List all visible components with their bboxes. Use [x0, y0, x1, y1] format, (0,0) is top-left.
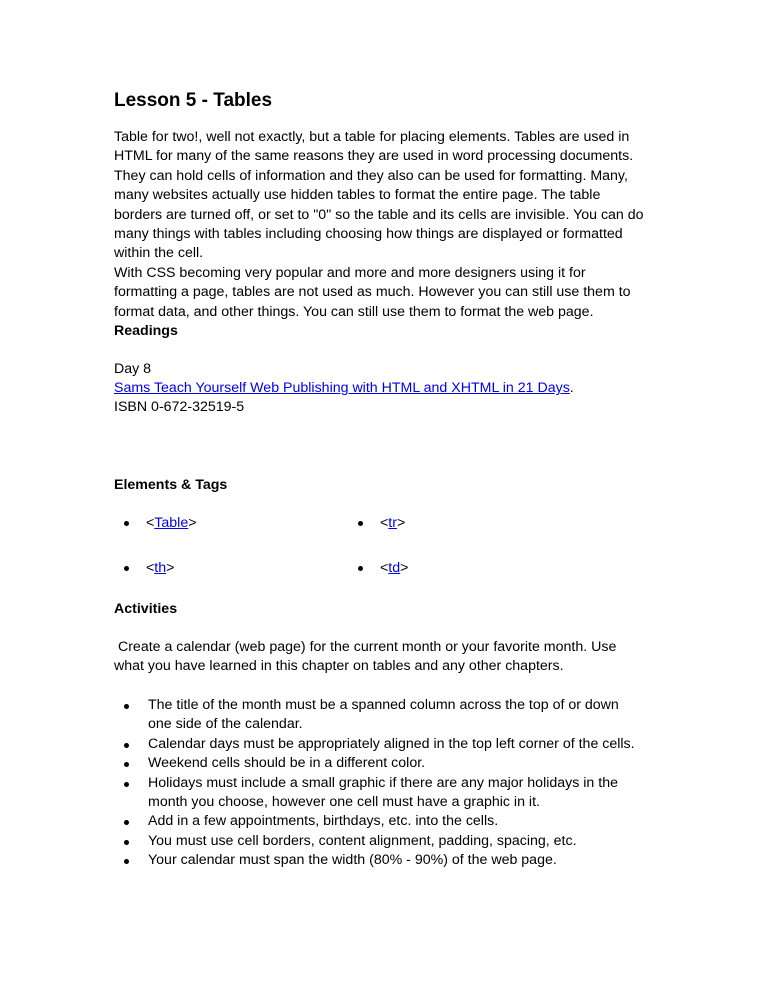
tag-item-th	[124, 559, 358, 578]
list-item	[124, 832, 644, 851]
tag-close-bracket: >	[400, 560, 409, 577]
page-title: Lesson 5 - Tables	[114, 90, 273, 111]
tag-item-tr	[358, 514, 558, 533]
intro-paragraph: Table for two!, well not exactly, but a table for placing elements. Tables are used in HTML for many of the same reasons they are used in word processing documents. They can hold cells of information and they also can be used for formatting. Many, many websites actually use hidden tables to format the entire page. The table borders are turned off, or set to "0" so the table and its cells are invisible. You can do many things with tables including choosing how things are displayed or formatted within the cell.	[114, 129, 644, 262]
tag-close-bracket: >	[166, 560, 175, 577]
bullet-icon	[124, 704, 129, 709]
tag-item-table	[124, 514, 358, 533]
requirement-text: Calendar days must be appropriately aligned in the top left corner of the cells.	[148, 735, 635, 752]
requirement-text: Weekend cells should be in a different color.	[148, 755, 426, 772]
tag-close-bracket: >	[396, 515, 406, 532]
requirements-list	[114, 696, 644, 871]
document-page	[114, 88, 644, 871]
list-item	[124, 754, 644, 773]
tag-link-tr[interactable]: tr	[388, 515, 397, 532]
css-paragraph: With CSS becoming very popular and more and more designers using it for formatting a page, tables are not used as much. However you can still use them to format data, and other things. You can still use them to format the web page.	[114, 264, 631, 320]
readings-heading: Readings	[114, 323, 178, 340]
list-item	[124, 774, 644, 813]
tag-open-bracket: <	[380, 560, 389, 577]
bullet-icon	[124, 743, 129, 748]
bullet-icon	[358, 521, 363, 526]
tag-link-td[interactable]: td	[388, 560, 401, 577]
book-link-suffix: .	[569, 380, 574, 397]
bullet-icon	[124, 762, 129, 767]
bullet-icon	[124, 859, 129, 864]
tag-link-table[interactable]: Table	[154, 515, 189, 532]
activities-heading: Activities	[114, 601, 178, 618]
requirement-text: The title of the month must be a spanned column across the top of or down one side of the calendar.	[148, 696, 619, 733]
list-item	[124, 735, 644, 754]
book-link[interactable]: Sams Teach Yourself Web Publishing with HTML and XHTML in 21 Days	[114, 380, 570, 397]
list-item	[124, 696, 644, 735]
readings-block	[114, 360, 644, 417]
elements-heading: Elements & Tags	[114, 477, 228, 494]
bullet-icon	[124, 840, 129, 845]
tag-open-bracket: <	[146, 560, 155, 577]
bullet-icon	[124, 566, 129, 571]
bullet-icon	[124, 782, 129, 787]
tag-item-td	[358, 559, 558, 578]
requirement-text: Add in a few appointments, birthdays, etc. into the cells.	[148, 813, 499, 830]
bullet-icon	[124, 521, 129, 526]
tags-list	[114, 514, 644, 578]
tag-close-bracket: >	[188, 515, 197, 532]
list-item	[124, 812, 644, 831]
tag-open-bracket: <	[146, 515, 155, 532]
activities-intro: Create a calendar (web page) for the current month or your favorite month. Use what you have learned in this chapter on tables and any other chapters.	[114, 639, 621, 675]
bullet-icon	[358, 566, 363, 571]
readings-book-line	[114, 379, 644, 398]
tag-link-th[interactable]: th	[154, 560, 167, 577]
list-item	[124, 851, 644, 870]
requirement-text: You must use cell borders, content alignment, padding, spacing, etc.	[148, 832, 577, 849]
tag-open-bracket: <	[380, 515, 389, 532]
requirement-text: Holidays must include a small graphic if there are any major holidays in the month you choose, however one cell must have a graphic in it.	[148, 774, 618, 810]
readings-isbn: ISBN 0-672-32519-5	[114, 399, 245, 416]
requirement-text: Your calendar must span the width (80% - 90%) of the web page.	[148, 852, 557, 869]
readings-day: Day 8	[114, 361, 152, 378]
bullet-icon	[124, 820, 129, 825]
